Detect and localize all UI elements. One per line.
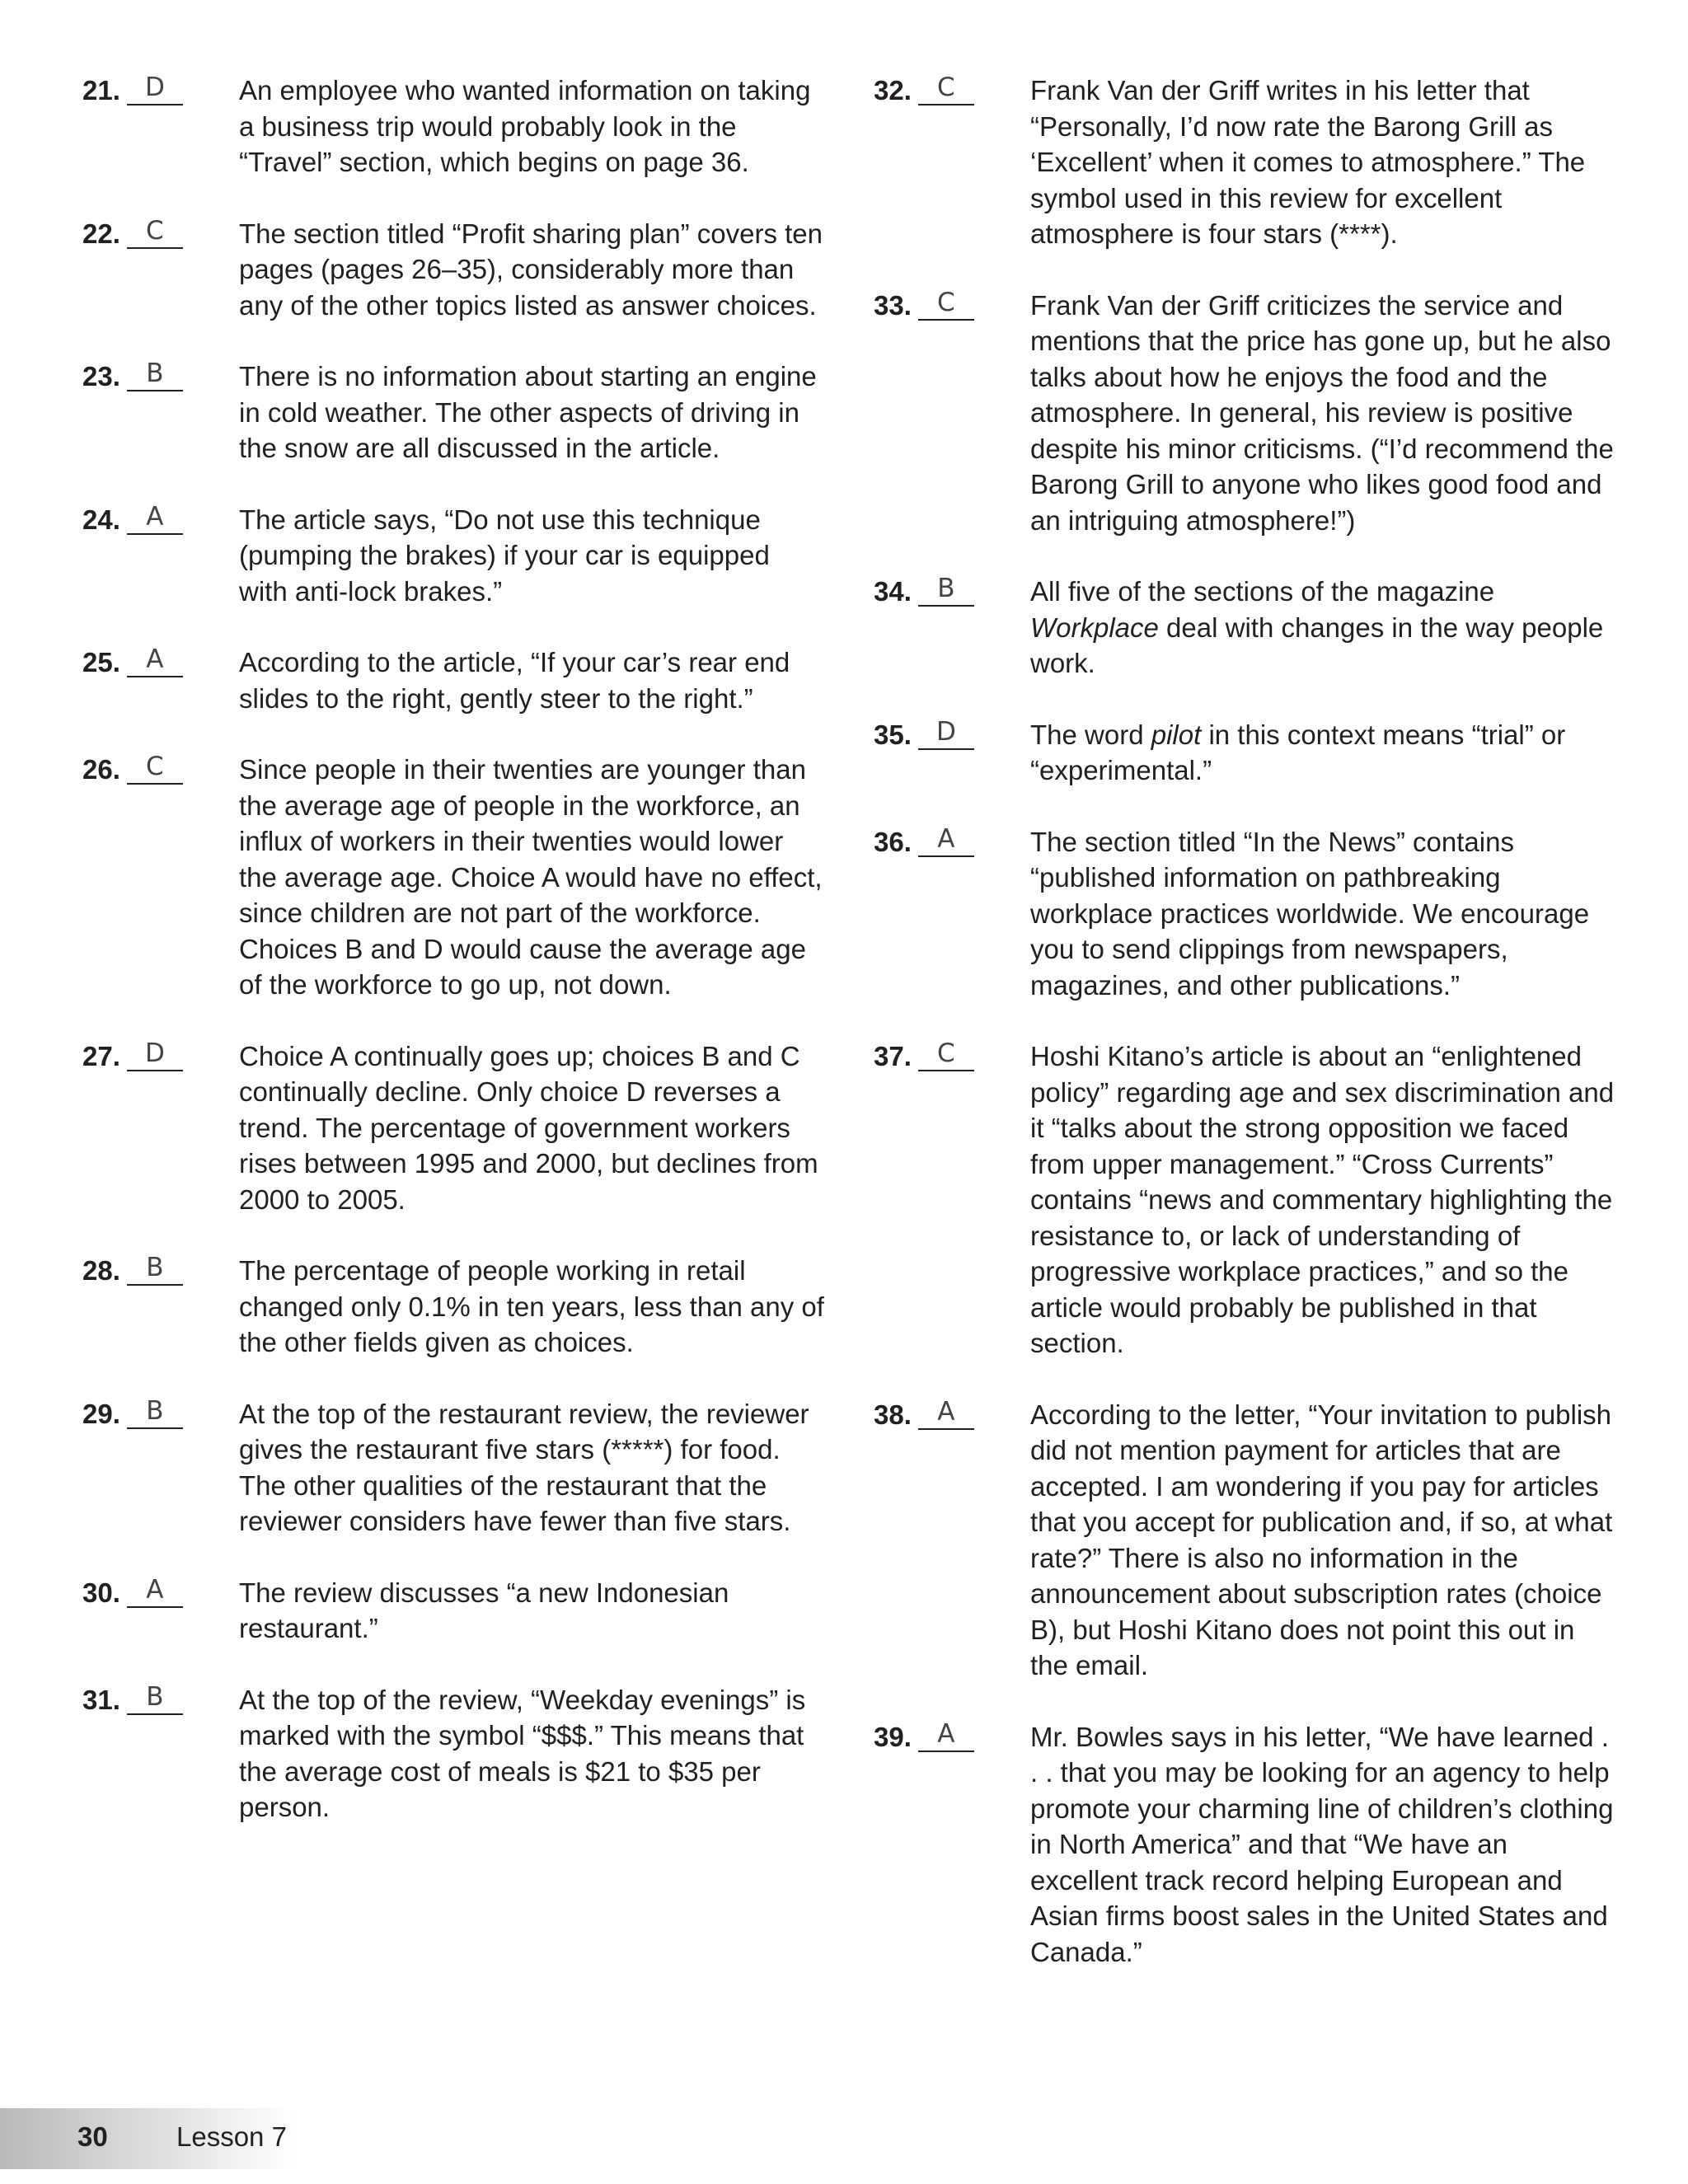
question-number: 33. bbox=[874, 289, 912, 321]
answer-item-37 bbox=[874, 1038, 1615, 1361]
answer-blank: A bbox=[127, 502, 183, 535]
answer-blank: B bbox=[127, 1253, 183, 1286]
answer-blank: C bbox=[127, 216, 183, 249]
right-column bbox=[874, 73, 1615, 2005]
answer-blank: A bbox=[127, 1575, 183, 1608]
answer-blank: A bbox=[918, 1397, 974, 1430]
explanation-text: in this context means “trial” or “experimental.” bbox=[1030, 719, 1566, 785]
left-column bbox=[82, 73, 824, 1861]
question-number: 32. bbox=[874, 75, 912, 105]
answer-item-23 bbox=[82, 359, 824, 466]
answer-item-24 bbox=[82, 502, 824, 610]
question-number: 35. bbox=[874, 719, 912, 750]
question-number: 25. bbox=[82, 647, 120, 677]
answer-explanation bbox=[1030, 717, 1615, 789]
answer-blank: C bbox=[918, 73, 974, 105]
question-number: 28. bbox=[82, 1255, 120, 1286]
answer-blank: B bbox=[127, 1682, 183, 1715]
answer-blank: D bbox=[918, 717, 974, 750]
answer-explanation: The section titled “In the News” contains “published information on pathbreaking workplace practices worldwide. We encourage you to send clippings from newspapers, magazines, and other publications.” bbox=[1030, 826, 1590, 1001]
answer-blank: C bbox=[127, 752, 183, 785]
answer-explanation: The section titled “Profit sharing plan” covers ten pages (pages 26–35), considerably more than any of the other topics listed as answer choices. bbox=[239, 218, 823, 321]
answer-item-39 bbox=[874, 1719, 1615, 1971]
answer-blank: B bbox=[127, 359, 183, 391]
question-number: 31. bbox=[82, 1684, 120, 1715]
answer-item-38 bbox=[874, 1397, 1615, 1684]
answer-blank: C bbox=[918, 1038, 974, 1071]
explanation-text: deal with changes in the way people work. bbox=[1030, 612, 1604, 678]
question-number: 21. bbox=[82, 75, 120, 105]
answer-blank: D bbox=[127, 73, 183, 105]
answer-explanation: According to the letter, “Your invitation to publish did not mention payment for articles that are accepted. I am wondering if you pay for articles that you accept for publication and, if so, at what rate?” There is also no information in the announcement about subscription rates (choice B), but Hoshi Kitano does not point this out in the email. bbox=[1030, 1399, 1613, 1680]
answer-blank: A bbox=[918, 824, 974, 857]
answer-explanation: The review discusses “a new Indonesian restaurant.” bbox=[239, 1577, 729, 1643]
answer-item-36 bbox=[874, 824, 1615, 1004]
answer-explanation: According to the article, “If your car’s rear end slides to the right, gently steer to the right.” bbox=[239, 647, 790, 714]
lesson-label: Lesson 7 bbox=[176, 2121, 287, 2152]
answer-explanation: An employee who wanted information on taking a business trip would probably look in the “Travel” section, which begins on page 36. bbox=[239, 75, 811, 177]
explanation-text: The word bbox=[1030, 719, 1151, 750]
answer-blank: D bbox=[127, 1038, 183, 1071]
answer-item-26 bbox=[82, 752, 824, 1003]
answer-explanation: Frank Van der Griff criticizes the service and mentions that the price has gone up, but he also talks about how he enjoys the food and the atmosphere. In general, his review is positive despite his minor criticisms. (“I’d recommend the Barong Grill to anyone who likes good food and an intriguing atmosphere!”) bbox=[1030, 289, 1614, 536]
answer-item-28 bbox=[82, 1253, 824, 1361]
answer-item-32 bbox=[874, 73, 1615, 252]
answer-explanation: The article says, “Do not use this technique (pumping the brakes) if your car is equipped with anti-lock brakes.” bbox=[239, 504, 770, 607]
answer-explanation: Since people in their twenties are younger than the average age of people in the workforce, an influx of workers in their twenties would lower the average age. Choice A would have no effect, since children are not part of the workforce. Choices B and D would cause the average age of the workforce to go up, not down. bbox=[239, 754, 823, 1000]
answer-explanation: The percentage of people working in retail changed only 0.1% in ten years, less than any of the other fields given as choices. bbox=[239, 1255, 824, 1357]
answer-explanation: At the top of the review, “Weekday evenings” is marked with the symbol “$$$.” This means that the average cost of meals is $21 to $35 per person. bbox=[239, 1684, 806, 1822]
question-number: 26. bbox=[82, 754, 120, 785]
question-number: 23. bbox=[82, 361, 120, 391]
question-number: 36. bbox=[874, 826, 912, 857]
answer-item-31 bbox=[82, 1682, 824, 1825]
answer-explanation: There is no information about starting an engine in cold weather. The other aspects of driving in the snow are all discussed in the article. bbox=[239, 361, 817, 463]
question-number: 34. bbox=[874, 576, 912, 607]
question-number: 38. bbox=[874, 1399, 912, 1430]
answer-explanation: At the top of the restaurant review, the reviewer gives the restaurant five stars (*****) for food. The other qualities of the restaurant that the reviewer considers have fewer than five stars. bbox=[239, 1398, 809, 1536]
question-number: 22. bbox=[82, 218, 120, 249]
question-number: 24. bbox=[82, 504, 120, 535]
answer-item-30 bbox=[82, 1575, 824, 1647]
answer-item-25 bbox=[82, 644, 824, 716]
answer-item-21 bbox=[82, 73, 824, 180]
answer-explanation: Hoshi Kitano’s article is about an “enlightened policy” regarding age and sex discrimination and it “talks about the strong opposition we faced from upper management.” “Cross Currents” contains “news and commentary highlighting the resistance to, or lack of understanding of progressive workplace practices,” and so the article would probably be published in that section. bbox=[1030, 1041, 1615, 1358]
answer-blank: C bbox=[918, 288, 974, 321]
question-number: 39. bbox=[874, 1721, 912, 1752]
answer-explanation bbox=[1030, 574, 1615, 682]
answer-blank: B bbox=[918, 574, 974, 607]
answer-blank: A bbox=[127, 644, 183, 677]
answer-explanation: Choice A continually goes up; choices B and C continually decline. Only choice D reverses a trend. The percentage of government workers rises between 1995 and 2000, but declines from 2000 to 2005. bbox=[239, 1040, 818, 1215]
answer-item-29 bbox=[82, 1396, 824, 1540]
answer-item-33 bbox=[874, 288, 1615, 539]
question-number: 27. bbox=[82, 1040, 120, 1071]
answer-explanation: Mr. Bowles says in his letter, “We have learned . . . that you may be looking for an agency to help promote your charming line of children’s clothing in North America” and that “We have an excellent track record helping European and Asian firms boost sales in the United States and Canada.” bbox=[1030, 1721, 1614, 1967]
answer-blank: B bbox=[127, 1396, 183, 1429]
answer-item-34 bbox=[874, 574, 1615, 682]
question-number: 29. bbox=[82, 1398, 120, 1429]
answer-item-22 bbox=[82, 216, 824, 324]
answer-blank: A bbox=[918, 1719, 974, 1752]
answer-item-35 bbox=[874, 717, 1615, 789]
page-number: 30 bbox=[77, 2121, 108, 2152]
italic-term: Workplace bbox=[1030, 612, 1159, 643]
answer-item-27 bbox=[82, 1038, 824, 1218]
explanation-text: All five of the sections of the magazine bbox=[1030, 576, 1495, 607]
answer-explanation: Frank Van der Griff writes in his letter that “Personally, I’d now rate the Barong Grill as ‘Excellent’ when it comes to atmosphere.” The symbol used in this review for excellent atmosphere is four stars (****). bbox=[1030, 75, 1586, 249]
question-number: 37. bbox=[874, 1041, 912, 1071]
question-number: 30. bbox=[82, 1577, 120, 1608]
italic-term: pilot bbox=[1151, 719, 1202, 750]
